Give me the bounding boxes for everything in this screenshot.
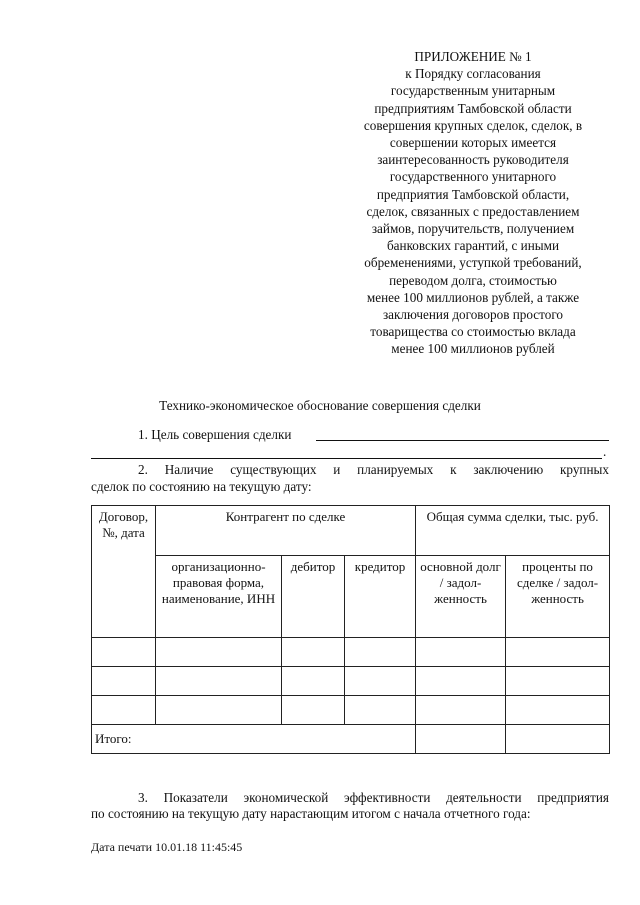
total-row: [92, 725, 610, 754]
section1-fill-line: [316, 440, 609, 441]
table-cell: [506, 667, 610, 696]
appendix-line: займов, поручительств, получением: [371, 221, 575, 237]
section3-text: 3. Показатели экономической эффективности деятельности предприятия: [138, 790, 609, 805]
table-cell: [282, 667, 345, 696]
table-cell: [345, 638, 416, 667]
appendix-line: заключения договоров простого: [382, 307, 564, 323]
print-date: Дата печати 10.01.18 11:45:45: [91, 840, 243, 854]
table-cell: [506, 696, 610, 725]
table-cell: [345, 696, 416, 725]
subheader-principal: основной долг / задол-женность: [416, 556, 506, 638]
appendix-line: переводом долга, стоимостью: [389, 272, 557, 288]
appendix-line: государственным унитарным: [390, 83, 556, 99]
table-row: [92, 638, 610, 667]
appendix-header: [338, 48, 608, 358]
section3-text-cont: по состоянию на текущую дату нарастающим итогом с начала отчетного года:: [91, 806, 531, 821]
subheader-creditor: кредитор: [345, 556, 416, 638]
header-counterparty: Контрагент по сделке: [156, 506, 416, 556]
appendix-line: менее 100 миллионов рублей: [391, 341, 555, 357]
table-row: [92, 667, 610, 696]
section2-text-cont: сделок по состоянию на текущую дату:: [91, 479, 312, 494]
section1-end-mark: .: [603, 444, 607, 459]
table-cell: [156, 638, 282, 667]
section1-label: 1. Цель совершения сделки: [138, 427, 292, 442]
appendix-line: к Порядку согласования: [405, 66, 541, 82]
total-principal-cell: [416, 725, 506, 754]
table-cell: [156, 696, 282, 725]
table-cell: [506, 638, 610, 667]
appendix-line: совершении которых имеется: [389, 135, 557, 151]
table-cell: [282, 638, 345, 667]
table-cell: [345, 667, 416, 696]
document-title: Технико-экономическое обоснование совершения сделки: [159, 398, 481, 413]
table-cell: [92, 696, 156, 725]
appendix-line: банковских гарантий, с иными: [386, 238, 560, 254]
appendix-line: сделок, связанных с предоставлением: [366, 203, 580, 219]
appendix-line: предприятия Тамбовской области,: [376, 186, 570, 202]
total-interest-cell: [506, 725, 610, 754]
table-cell: [416, 696, 506, 725]
appendix-line: ПРИЛОЖЕНИЕ № 1: [414, 49, 532, 64]
appendix-line: государственного унитарного: [389, 169, 557, 185]
table-row: [92, 696, 610, 725]
appendix-line: совершения крупных сделок, сделок, в: [363, 117, 583, 133]
section2-text: 2. Наличие существующих и планируемых к заключению крупных: [138, 462, 609, 477]
appendix-line: товарищества со стоимостью вклада: [370, 324, 576, 340]
subheader-org: организационно-правовая форма, наименование, ИНН: [156, 556, 282, 638]
appendix-line: менее 100 миллионов рублей, а также: [366, 289, 580, 305]
total-label: Итого:: [92, 725, 416, 754]
deals-table: [91, 505, 610, 754]
table-cell: [92, 667, 156, 696]
table-cell: [416, 667, 506, 696]
header-contract: Договор, №, дата: [92, 506, 156, 638]
appendix-line: заинтересованность руководителя: [377, 152, 569, 168]
section1-fill-line-2: [91, 458, 602, 459]
table-cell: [92, 638, 156, 667]
appendix-line: обременениями, уступкой требований,: [364, 255, 582, 271]
subheader-debtor: дебитор: [282, 556, 345, 638]
table-cell: [282, 696, 345, 725]
subheader-interest: проценты по сделке / задол-женность: [506, 556, 610, 638]
table-cell: [156, 667, 282, 696]
header-total: Общая сумма сделки, тыс. руб.: [416, 506, 610, 556]
appendix-line: предприятиям Тамбовской области: [374, 100, 572, 116]
table-cell: [416, 638, 506, 667]
